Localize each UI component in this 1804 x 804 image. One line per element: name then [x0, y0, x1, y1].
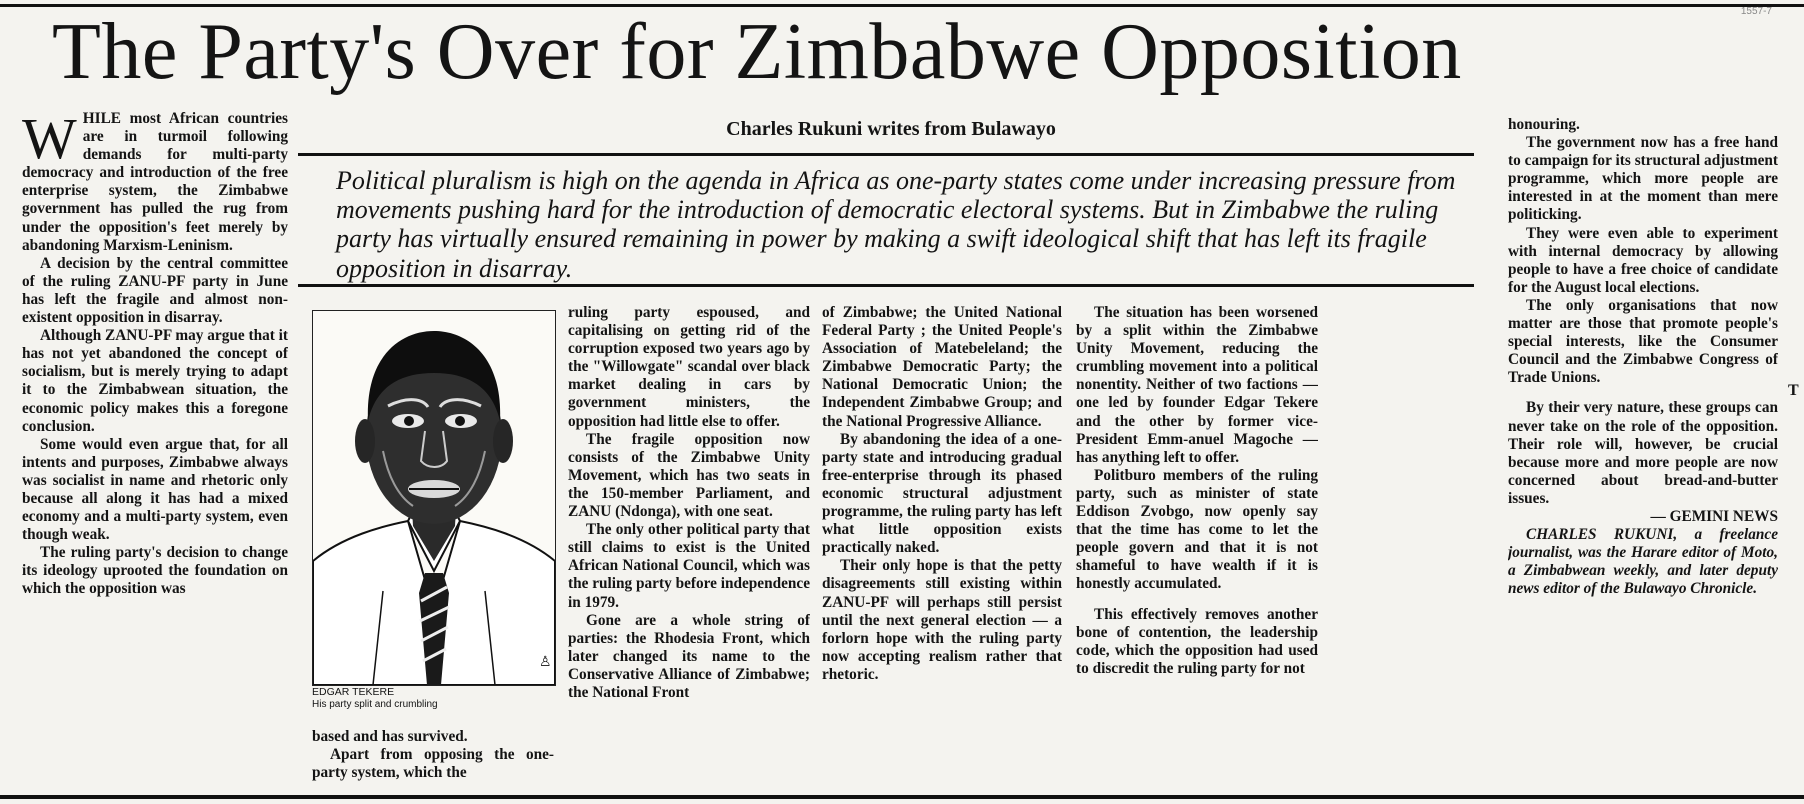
column-4: [822, 304, 1062, 794]
margin-mark: T: [1788, 382, 1799, 399]
paragraph: The only other political party that still claims to exist is the United African National Council, which was the ruling party before independence in 1979.: [568, 521, 810, 611]
photo-caption-name: EDGAR TEKERE: [312, 686, 395, 698]
portrait-drawing: [313, 311, 555, 685]
deck-rule-top: [298, 153, 1474, 156]
paragraph: ruling party espoused, and capitalising on getting rid of the corruption exposed two years ago by the "Willowgate" scandal over black market dealing in cars by government ministers, the opposition had little else to offer.: [568, 304, 810, 430]
archive-mark: 1557-7: [1740, 6, 1772, 17]
column-5: [1076, 304, 1318, 794]
news-agency-credit: — GEMINI NEWS: [1650, 507, 1778, 525]
svg-text:♙: ♙: [539, 654, 552, 670]
paragraph: Apart from opposing the one-party system, which the: [312, 746, 554, 782]
deck-standfirst: Political pluralism is high on the agenda in Africa as one-party states come under increasing pressure from movements pushing hard for the introduction of democratic electoral systems. But in Zimbabwe the ruling party has virtually ensured remaining in power by making a swift ideological shift that has left its fragile opposition in disarray.: [336, 166, 1456, 283]
paragraph: The situation has been worsened by a split within the Zimbabwe Unity Movement, reducing the crumbling movement into a political nonentity. Neither of two factions — one led by founder Edgar Tekere and the other by former vice-President Emm-anuel Magoche — has anything left to offer.: [1076, 304, 1318, 466]
paragraph: of Zimbabwe; the United National Federal Party ; the United People's Association of Matebeleland; the Zimbabwe Democratic Party; the National Democratic Union; the Independent Zimbabwe Group; and the National Progressive Alliance.: [822, 304, 1062, 430]
byline: Charles Rukuni writes from Bulawayo: [726, 118, 1056, 140]
paragraph: They were even able to experiment with internal democracy by allowing people to have a free choice of candidate for the August local elections.: [1508, 224, 1778, 296]
paragraph: The ruling party's decision to change its ideology uprooted the foundation on which the opposition was: [22, 544, 288, 598]
paragraph: By abandoning the idea of a one-party state and introducing gradual free-enterprise through its phased economic structural adjustment programme, the ruling party has left what little opposition exists practically naked.: [822, 430, 1062, 557]
bottom-rule: [0, 795, 1804, 799]
paragraph: honouring.: [1508, 116, 1580, 133]
paragraph: A decision by the central committee of the ruling ZANU-PF party in June has left the fragile and almost non-existent opposition in disarray.: [22, 254, 288, 327]
paragraph: Gone are a whole string of parties: the Rhodesia Front, which later changed its name to the Conservative Alliance of Zimbabwe; the National Front: [568, 611, 810, 701]
headline: The Party's Over for Zimbabwe Opposition: [52, 8, 1462, 96]
paragraph: The fragile opposition now consists of the Zimbabwe Unity Movement, which has two seats in the 150-member Parliament, and ZANU (Ndonga), with one seat.: [568, 430, 810, 521]
column-1: [22, 110, 288, 794]
column-2-continuation: [312, 728, 554, 794]
photo-caption-text: His party split and crumbling: [312, 699, 438, 710]
portrait-illustration: [312, 310, 556, 686]
column-6: [1508, 116, 1778, 794]
paragraph: The only organisations that now matter are those that promote people's special interests, like the Consumer Council and the Zimbabwe Congress of Trade Unions.: [1508, 296, 1778, 387]
author-bio: CHARLES RUKUNI, a freelance journalist, was the Harare editor of Moto, a Zimbabwean weekly, and later deputy news editor of the Bulawayo Chronicle.: [1508, 526, 1778, 598]
paragraph: Some would even argue that, for all intents and purposes, Zimbabwe always was socialist in name and rhetoric only because all along it has had a mixed economy and a multi-party system, even though weak.: [22, 435, 288, 544]
paragraph: Their only hope is that the petty disagreements still existing within ZANU-PF will perhaps still persist until the next general election — a forlorn hope with the ruling party now accepting realism rather that rhetoric.: [822, 557, 1062, 683]
column-3: [568, 304, 810, 794]
paragraph: Politburo members of the ruling party, such as minister of state Eddison Zvobgo, now openly say that the time has come to let the people govern and that it is not shameful to have wealth if it is honestly accumulated.: [1076, 466, 1318, 593]
paragraph: The government now has a free hand to campaign for its structural adjustment programme, which more people are interested in at the moment than mere politicking.: [1508, 134, 1778, 224]
paragraph: based and has survived.: [312, 728, 468, 745]
lead-paragraph: WHILE most African countries are in turmoil following demands for multi-party democracy and introduction of the free enterprise system, the Zimbabwe government has pulled the rug from under the opposition's feet merely by abandoning Marxism-Leninism.: [22, 110, 288, 254]
paragraph: This effectively removes another bone of contention, the leadership code, which the opposition had used to discredit the ruling party for not: [1076, 605, 1318, 677]
drop-cap: W: [22, 110, 77, 171]
paragraph: By their very nature, these groups can never take on the role of the opposition. Their role will, however, be crucial because more and more people are now concerned about bread-and-butter issues.: [1508, 399, 1778, 507]
deck-rule-bottom: [298, 284, 1474, 287]
paragraph: Although ZANU-PF may argue that it has not yet abandoned the concept of socialism, but is merely trying to adapt it to the Zimbabwean situation, the economic policy makes this a foregone conclusion.: [22, 327, 288, 435]
